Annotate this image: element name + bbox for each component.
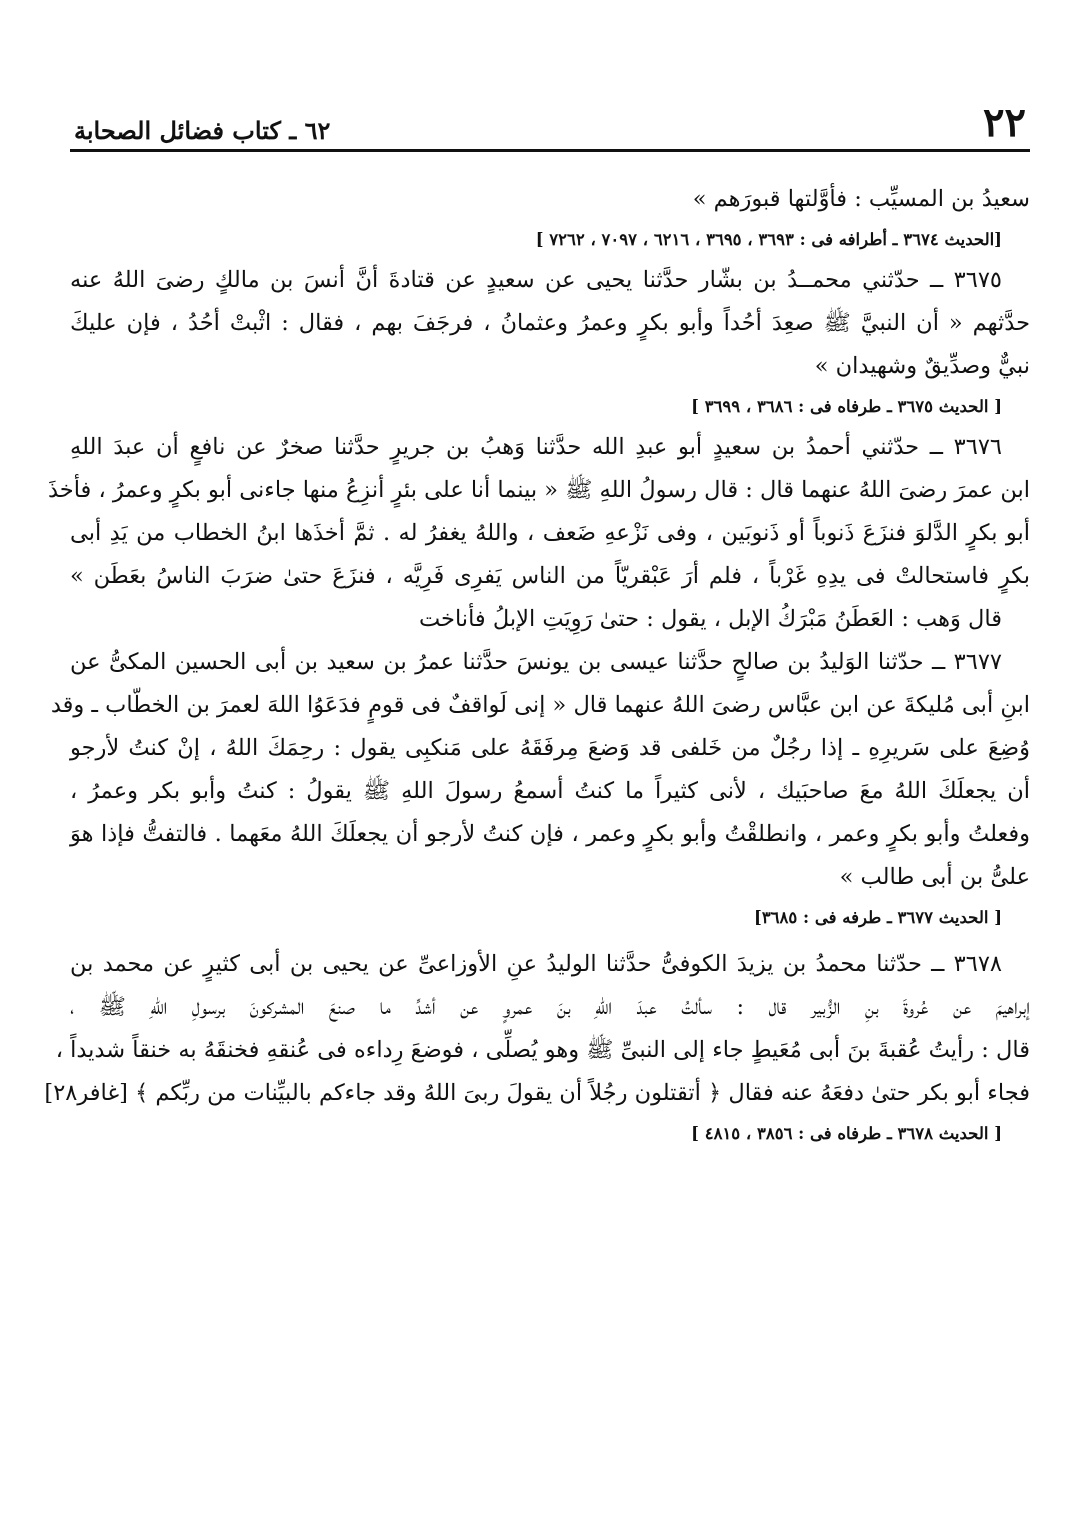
text-line: قال وَهب : العَطَنُ مَبْرَكُ الإبل ، يقول : حتىٰ رَوِيَتِ الإبلُ فأناخت — [418, 606, 1002, 632]
text-line: حدَّثهم « أن النبيَّ ﷺ صعِدَ أحُداً وأبو بكرٍ وعمرُ وعثمانُ ، فرجَفَ بهم ، فقال : اثْبتْ أحُدُ ، فإن عليكَ — [70, 310, 1030, 336]
hadith-3675-first-line: ٣٦٧٥ ــ حدّثني محمــدُ بن بشّار حدَّثنا يحيى عن سعيدٍ عن قتادةَ أنَّ أنسَ بن مالكٍ رضىَ اللهُ عنه — [70, 267, 1002, 293]
hadith-3677-first-line: ٣٦٧٧ ــ حدّثنا الوَليدُ بن صالحٍ حدَّثنا عيسى بن يونسَ حدَّثنا عمرُ بن سعيد بن أبى الحسين المكىُّ عن — [70, 649, 1002, 675]
text-line: سعيدُ بن المسيِّب : فأوَّلتها قبورَهم » — [692, 186, 1030, 212]
page-content — [44, 152, 1030, 1153]
text-line: إبراهيمَ عن عُروةَ بنِ الزُّبير قال : سألتُ عبدَ اللهِ بنَ عمروٍ عن أشدِّ ما صنعَ المشركونَ برسولِ اللهِ ﷺ ، — [70, 994, 1030, 1020]
page-header — [70, 95, 1030, 152]
text-line: نبيٌّ وصدِّيقٌ وشهيدان » — [814, 353, 1030, 379]
hadith-3676-first-line: ٣٦٧٦ ــ حدّثني أحمدُ بن سعيدٍ أبو عبدِ الله حدَّثنا وَهبُ بن جريرٍ حدَّثنا صخرٌ عن نافعٍ أن عبدَ اللهِ — [70, 434, 1002, 460]
book-page — [44, 95, 1030, 1153]
text-line: ابن عمرَ رضىَ اللهُ عنهما قال : قال رسولُ اللهِ ﷺ « بينما أنا على بئرٍ أنزِعُ منها جاءنى أبو بكرٍ وعمرُ ، فأخذَ — [47, 477, 1030, 503]
hadith-reference-note: [الحديث ٣٦٧٤ ـ أطرافه فى : ٣٦٩٣ ، ٣٦٩٥ ، ٦٢١٦ ، ٧٠٩٧ ، ٧٢٦٢ ] — [535, 230, 1002, 249]
hadith-reference-note: [ الحديث ٣٦٧٨ ـ طرفاه فى : ٣٨٥٦ ، ٤٨١٥ ] — [691, 1124, 1002, 1143]
text-line: وفعلتُ وأبو بكرٍ وعمر ، وانطلقْتُ وأبو بكرٍ وعمر ، فإن كنتُ لأرجو أن يجعلَكَ اللهُ معَهما . فالتفتُّ فإذا هوَ — [70, 821, 1030, 847]
text-line: أبو بكرٍ الدَّلوَ فنزَعَ ذَنوباً أو ذَنوبَين ، وفى نَزْعهِ ضَعف ، واللهُ يغفرُ له . ثمَّ أخذَها ابنُ الخطاب من يَدِ أبى — [70, 520, 1030, 546]
text-line: بكرٍ فاستحالتْ فى يدِهِ غَرْباً ، فلم أرَ عَبْقريّاً من الناس يَفرِى فَرِيَّه ، فنزَعَ حتىٰ ضرَبَ الناسُ بعَطَن » — [70, 563, 1030, 589]
text-line: وُضِعَ على سَريرِهِ ـ إذا رجُلٌ من خَلفى قد وَضعَ مِرفَقَهُ على مَنكبِى يقول : رحِمَكَ اللهُ ، إنْ كنتُ لأرجو — [70, 735, 1030, 761]
text-line: فجاء أبو بكر حتىٰ دفعَهُ عنه فقال ﴿ أتقتلون رجُلاً أن يقولَ ربىَ اللهُ وقد جاءكم بالبيِّنات من ربِّكم ﴾ [غافر٢٨] — [44, 1080, 1030, 1106]
text-line: ابنِ أبى مُليكةَ عن ابن عبَّاس رضىَ اللهُ عنهما قال « إنى لَواقفٌ فى قومٍ فدَعَوُا اللهَ لعمرَ بن الخطّاب ـ وقد — [50, 692, 1030, 718]
text-line: قال : رأيتُ عُقبةَ بنَ أبى مُعَيطٍ جاء إلى النبىِّ ﷺ وهو يُصلِّى ، فوضعَ رِداءه فى عُنقهِ فخنقَهُ به خنقاً شديداً ، — [55, 1037, 1030, 1063]
hadith-reference-note: [ الحديث ٣٦٧٥ ـ طرفاه فى : ٣٦٨٦ ، ٣٦٩٩ ] — [691, 397, 1002, 416]
text-line: أن يجعلَكَ اللهُ معَ صاحبَيك ، لأنى كثيراً ما كنتُ أسمعُ رسولَ اللهِ ﷺ يقولُ : كنتُ وأبو بكر وعمرُ ، — [70, 778, 1030, 804]
text-line: علىُّ بن أبى طالب » — [839, 864, 1030, 890]
page-number: ٢٢ — [983, 99, 1026, 146]
hadith-3678-first-line: ٣٦٧٨ ــ حدّثنا محمدُ بن يزيدَ الكوفىُّ حدَّثنا الوليدُ عنِ الأوزاعىِّ عن يحيى بن أبى كثيرٍ عن محمد بن — [70, 951, 1002, 977]
hadith-reference-note: [ الحديث ٣٦٧٧ ـ طرفه فى : ٣٦٨٥] — [754, 908, 1002, 927]
chapter-title: ٦٢ ـ كتاب فضائل الصحابة — [74, 116, 331, 145]
